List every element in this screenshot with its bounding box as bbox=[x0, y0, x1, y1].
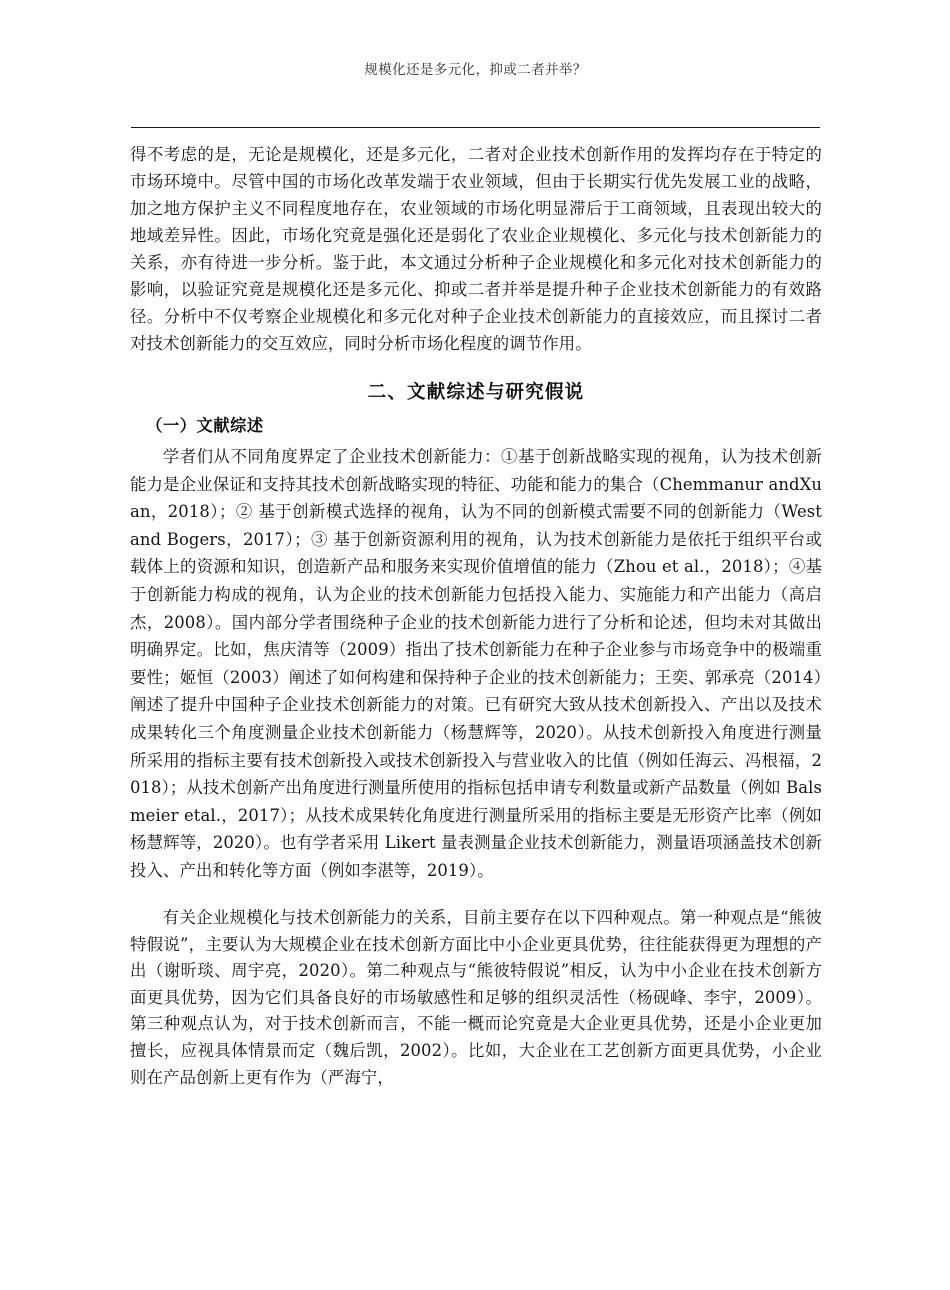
paragraph-block-scale-views bbox=[130, 905, 822, 1091]
paragraph-block-literature bbox=[130, 443, 822, 885]
page-title: 二、文献综述与研究假说 bbox=[367, 382, 585, 403]
paragraph-scale-innovation-views: 有关企业规模化与技术创新能力的关系，目前主要存在以下四种观点。第一种观点是“熊彼特假说”，主要认为大规模企业在技术创新方面比中小企业更具优势，往往能获得更为理想的产出（谢昕琰、周宇亮，2020）。第二种观点与“熊彼特假说”相反，认为中小企业在技术创新方面更具优势，因为它们具备良好的市场敏感性和足够的组织灵活性（杨砚峰、李宇，2009）。第三种观点认为，对于技术创新而言，不能一概而论究竟是大企业更具优势，还是小企业更加擅长，应视具体情景而定（魏后凯，2002）。比如，大企业在工艺创新方面更具优势，小企业则在产品创新上更有作为（严海宁， bbox=[130, 908, 822, 1087]
header-divider-rule bbox=[131, 127, 820, 128]
section-heading-block bbox=[130, 378, 822, 408]
paragraph-literature-review: 学者们从不同角度界定了企业技术创新能力：①基于创新战略实现的视角，认为技术创新能力是企业保证和支持其技术创新战略实现的特征、功能和能力的集合（Chemmanur andXuan，2018）；② 基于创新模式选择的视角，认为不同的创新模式需要不同的创新能力（West and Bogers，2017）；③ 基于创新资源利用的视角，认为技术创新能力是依托于组织平台或载体上的资源和知识，创造新产品和服务来实现价值增值的能力（Zhou et al.，2018）；④基于创新能力构成的视角，认为企业的技术创新能力包括投入能力、实施能力和产出能力（高启杰，2008）。国内部分学者围绕种子企业的技术创新能力进行了分析和论述，但均未对其做出明确界定。比如，焦庆清等（2009）指出了技术创新能力在种子企业参与市场竞争中的极端重要性；姬恒（2003）阐述了如何构建和保持种子企业的技术创新能力；王奕、郭承亮（2014）阐述了提升中国种子企业技术创新能力的对策。已有研究大致从技术创新投入、产出以及技术成果转化三个角度测量企业技术创新能力（杨慧辉等，2020）。从技术创新投入角度进行测量所采用的指标主要有技术创新投入或技术创新投入与营业收入的比值（例如任海云、冯根福，2018）；从技术创新产出角度进行测量所使用的指标包括申请专利数量或新产品数量（例如 Balsmeier etal.，2017）；从技术成果转化角度进行测量所采用的指标主要是无形资产比率（例如杨慧辉等，2020）。也有学者采用 Likert 量表测量企业技术创新能力，测量语项涵盖技术创新投入、产出和转化等方面（例如李湛等，2019）。 bbox=[130, 447, 822, 880]
running-header: 规模化还是多元化，抑或二者并举？ bbox=[364, 62, 587, 78]
paragraph-block-continuation bbox=[130, 141, 822, 357]
subsection-heading: （一）文献综述 bbox=[146, 416, 264, 435]
paragraph-continuation: 得不考虑的是，无论是规模化，还是多元化，二者对企业技术创新作用的发挥均存在于特定的市场环境中。尽管中国的市场化改革发端于农业领域，但由于长期实行优先发展工业的战略，加之地方保护主义不同程度地存在，农业领域的市场化明显滞后于工商领域，且表现出较大的地域差异性。因此，市场化究竟是强化还是弱化了农业企业规模化、多元化与技术创新能力的关系，亦有待进一步分析。鉴于此，本文通过分析种子企业规模化和多元化对技术创新能力的影响，以验证究竟是规模化还是多元化、抑或二者并举是提升种子企业技术创新能力的有效路径。分析中不仅考察企业规模化和多元化对种子企业技术创新能力的直接效应，而且探讨二者对技术创新能力的交互效应，同时分析市场化程度的调节作用。 bbox=[130, 145, 822, 353]
subsection-heading-block bbox=[130, 412, 822, 440]
